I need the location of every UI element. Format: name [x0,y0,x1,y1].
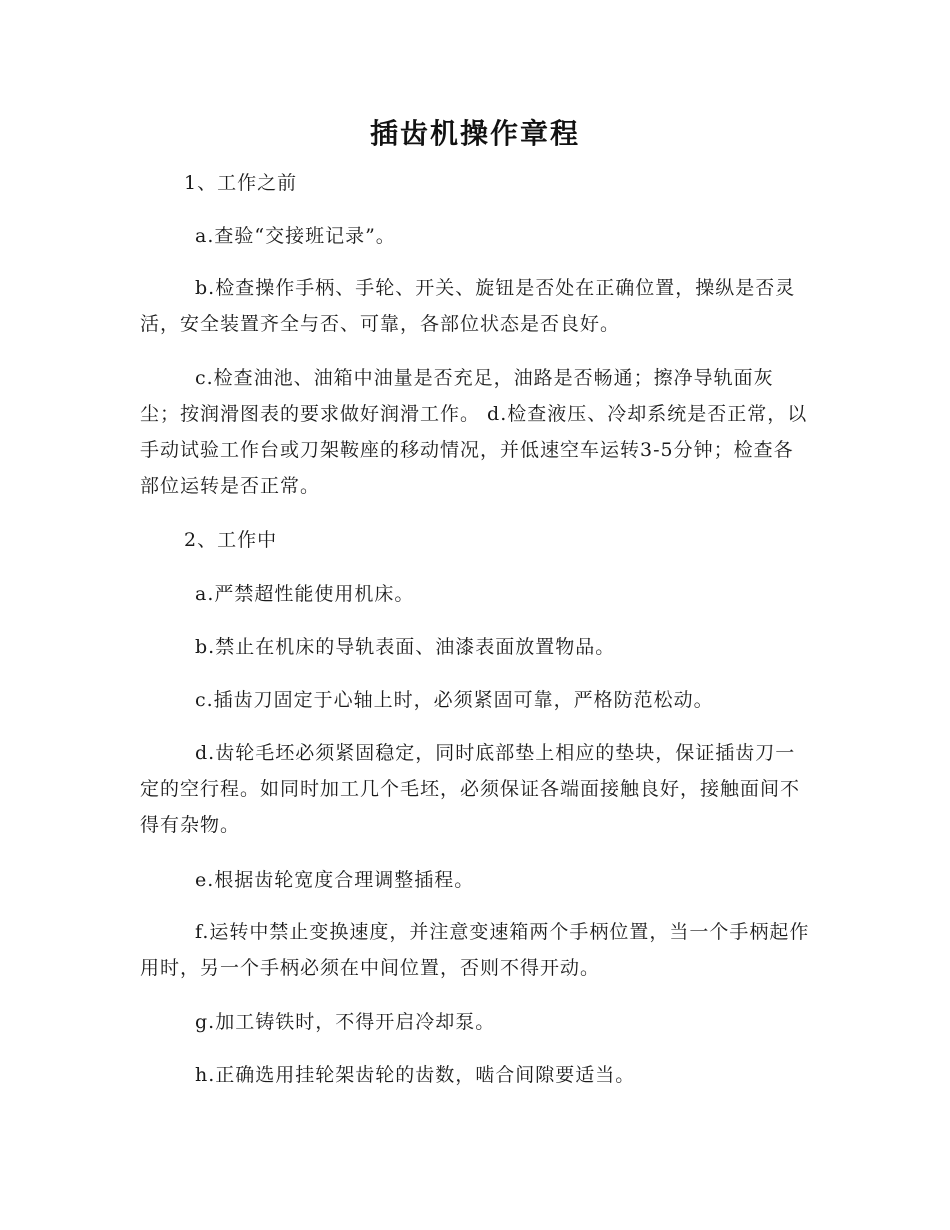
paragraph-2f: f.运转中禁止变换速度，并注意变速箱两个手柄位置，当一个手柄起作用时，另一个手柄必须在中间位置，否则不得开动。 [140,921,810,979]
section-heading-1: 1、工作之前 [184,172,298,194]
document-title: 插齿机操作章程 [369,117,580,150]
paragraph-2e: e.根据齿轮宽度合理调整插程。 [195,869,475,891]
paragraph-1c-1d: c.检查油池、油箱中油量是否充足，油路是否畅通；擦净导轨面灰尘；按润滑图表的要求做好润滑工作。 d.检查液压、冷却系统是否正常，以手动试验工作台或刀架鞍座的移动情况，并低速空车运转3-5分钟；检查各部位运转是否正常。 [140,367,808,497]
paragraph-2a: a.严禁超性能使用机床。 [195,583,415,605]
paragraph-1b: b.检查操作手柄、手轮、开关、旋钮是否处在正确位置，操纵是否灵活，安全装置齐全与否、可靠，各部位状态是否良好。 [140,277,796,335]
paragraph-2d: d.齿轮毛坯必须紧固稳定，同时底部垫上相应的垫块，保证插齿刀一定的空行程。如同时加工几个毛坯，必须保证各端面接触良好，接触面间不得有杂物。 [140,742,801,836]
paragraph-2g: g.加工铸铁时，不得开启冷却泵。 [195,1011,496,1033]
paragraph-2b: b.禁止在机床的导轨表面、油漆表面放置物品。 [195,636,616,658]
section-heading-2: 2、工作中 [184,529,278,551]
paragraph-1a: a.查验“交接班记录”。 [195,225,396,247]
paragraph-2c: c.插齿刀固定于心轴上时，必须紧固可靠，严格防范松动。 [195,689,714,711]
paragraph-2h: h.正确选用挂轮架齿轮的齿数，啮合间隙要适当。 [195,1064,636,1086]
